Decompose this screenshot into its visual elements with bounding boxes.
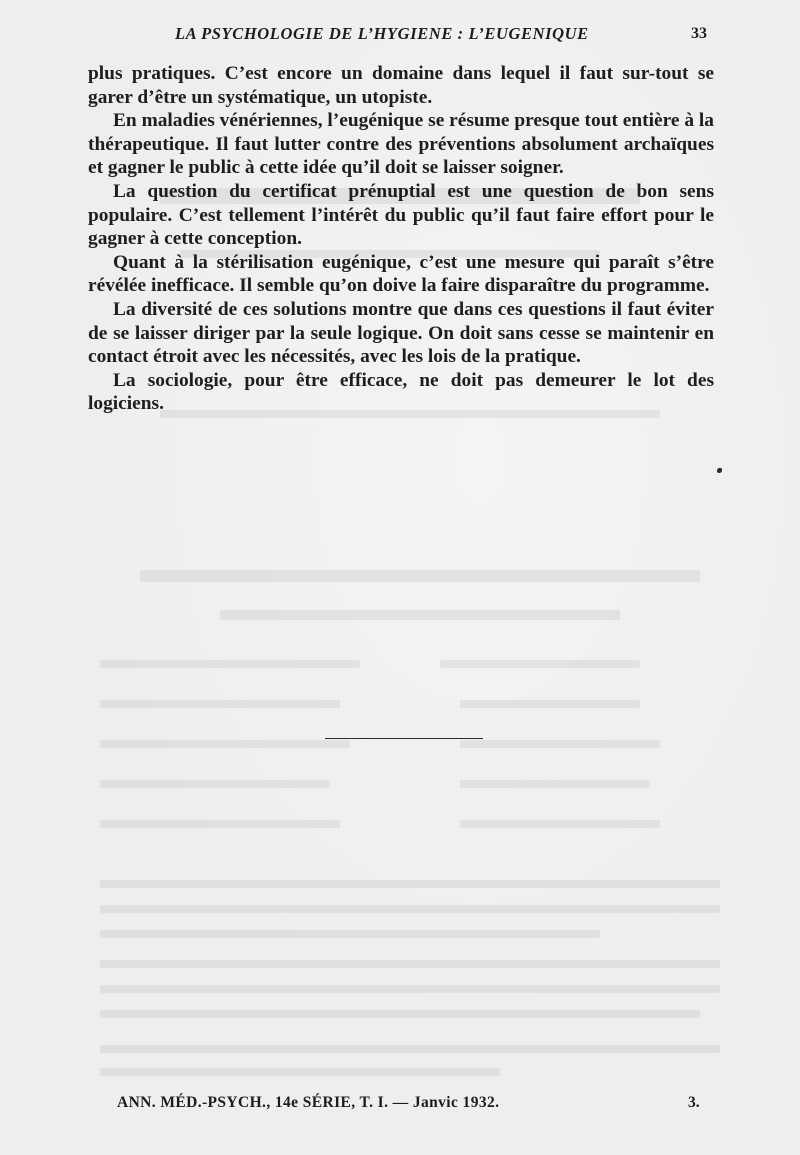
paragraph-5: La diversité de ces solutions montre que dans ces questions il faut éviter de se laisser diriger par la seule logique. On doit sans cesse se maintenir en contact étroit avec les nécessités, avec les lois de la pratique. bbox=[88, 298, 714, 368]
section-separator-rule bbox=[325, 738, 483, 739]
ink-speck bbox=[717, 468, 722, 473]
paragraph-6: La sociologie, pour être efficace, ne doit pas demeurer le lot des logiciens. bbox=[88, 369, 714, 415]
page-number: 33 bbox=[691, 25, 707, 42]
paragraph-3: La question du certificat prénuptial est une question de bon sens populaire. C’est tellement l’intérêt du public qu’il faut faire effort pour le gagner à cette conception. bbox=[88, 180, 714, 250]
footer-citation: ANN. MÉD.-PSYCH., 14e SÉRIE, T. I. — Janvic 1932. bbox=[117, 1094, 500, 1111]
paragraph-2: En maladies vénériennes, l’eugénique se résume presque tout entière à la thérapeutique. Il faut lutter contre des préventions absolument archaïques et gagner le public à cette idée qu’il doit se laisser soigner. bbox=[88, 110, 714, 179]
paragraph-4: Quant à la stérilisation eugénique, c’est une mesure qui paraît s’être révélée inefficace. Il semble qu’on doive la faire disparaître du programme. bbox=[88, 251, 714, 297]
body-text bbox=[88, 62, 714, 416]
page-footer bbox=[0, 1094, 800, 1120]
running-head-title: LA PSYCHOLOGIE DE L’HYGIENE : L’EUGENIQUE bbox=[175, 24, 589, 43]
footer-signature: 3. bbox=[688, 1094, 700, 1111]
paragraph-1: plus pratiques. C’est encore un domaine dans lequel il faut sur-tout se garer d’être un systématique, un utopiste. bbox=[88, 63, 714, 108]
running-head bbox=[0, 24, 800, 52]
